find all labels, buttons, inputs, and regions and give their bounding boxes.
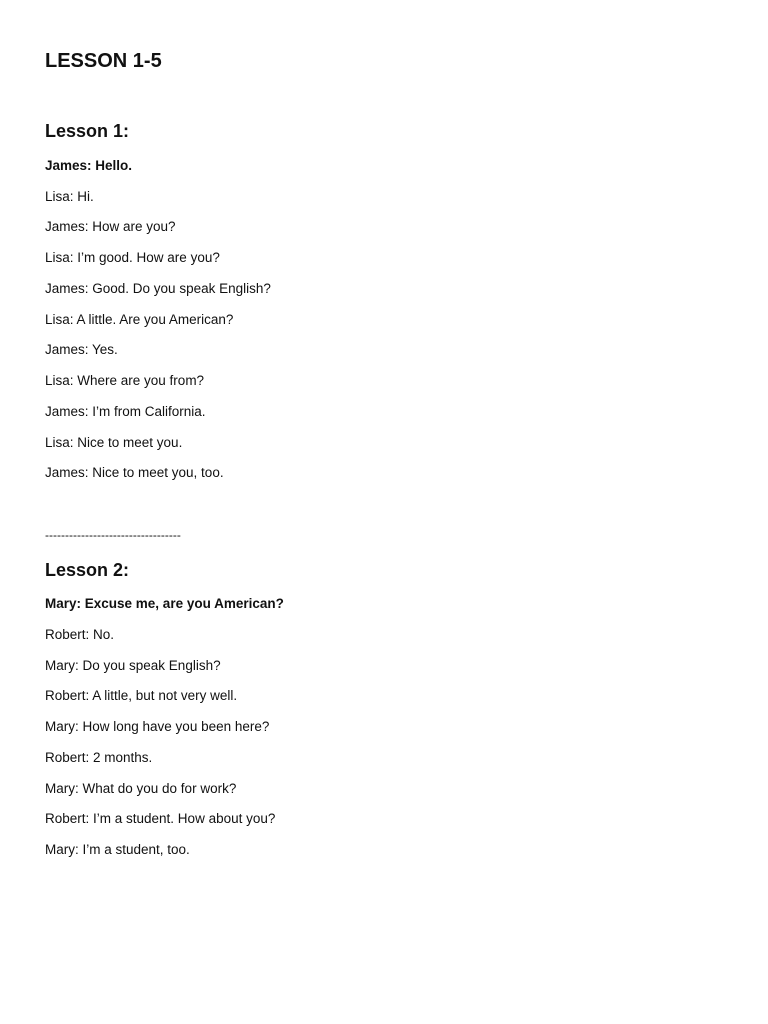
lesson-2-line: Robert: I’m a student. How about you?: [45, 811, 276, 826]
section-divider: ----------------------------------: [45, 528, 181, 542]
lesson-2-line: Mary: I’m a student, too.: [45, 842, 190, 857]
lesson-1-line: James: I’m from California.: [45, 404, 206, 419]
lesson-1-line: James: Hello.: [45, 158, 133, 173]
lesson-1-line: James: Nice to meet you, too.: [45, 465, 224, 480]
lesson-2-line: Mary: Excuse me, are you American?: [45, 596, 284, 611]
lesson-1-line: James: How are you?: [45, 219, 176, 234]
lesson-1-heading: Lesson 1:: [45, 121, 130, 141]
document-title: LESSON 1-5: [45, 50, 162, 72]
lesson-2-line: Robert: A little, but not very well.: [45, 688, 238, 703]
lesson-2-line: Mary: How long have you been here?: [45, 719, 270, 734]
lesson-2-line: Mary: What do you do for work?: [45, 781, 237, 796]
lesson-2-line: Robert: No.: [45, 627, 115, 642]
lesson-1-line: Lisa: Where are you from?: [45, 373, 205, 388]
lesson-1-line: Lisa: A little. Are you American?: [45, 312, 234, 327]
lesson-1-line: Lisa: Nice to meet you.: [45, 435, 183, 450]
lesson-2-heading: Lesson 2:: [45, 560, 130, 580]
lesson-2-line: Mary: Do you speak English?: [45, 658, 221, 673]
lesson-1-line: Lisa: Hi.: [45, 189, 94, 204]
lesson-1-line: James: Yes.: [45, 342, 118, 357]
lesson-1-line: Lisa: I’m good. How are you?: [45, 250, 220, 265]
lesson-1-line: James: Good. Do you speak English?: [45, 281, 271, 296]
lesson-2-line: Robert: 2 months.: [45, 750, 153, 765]
